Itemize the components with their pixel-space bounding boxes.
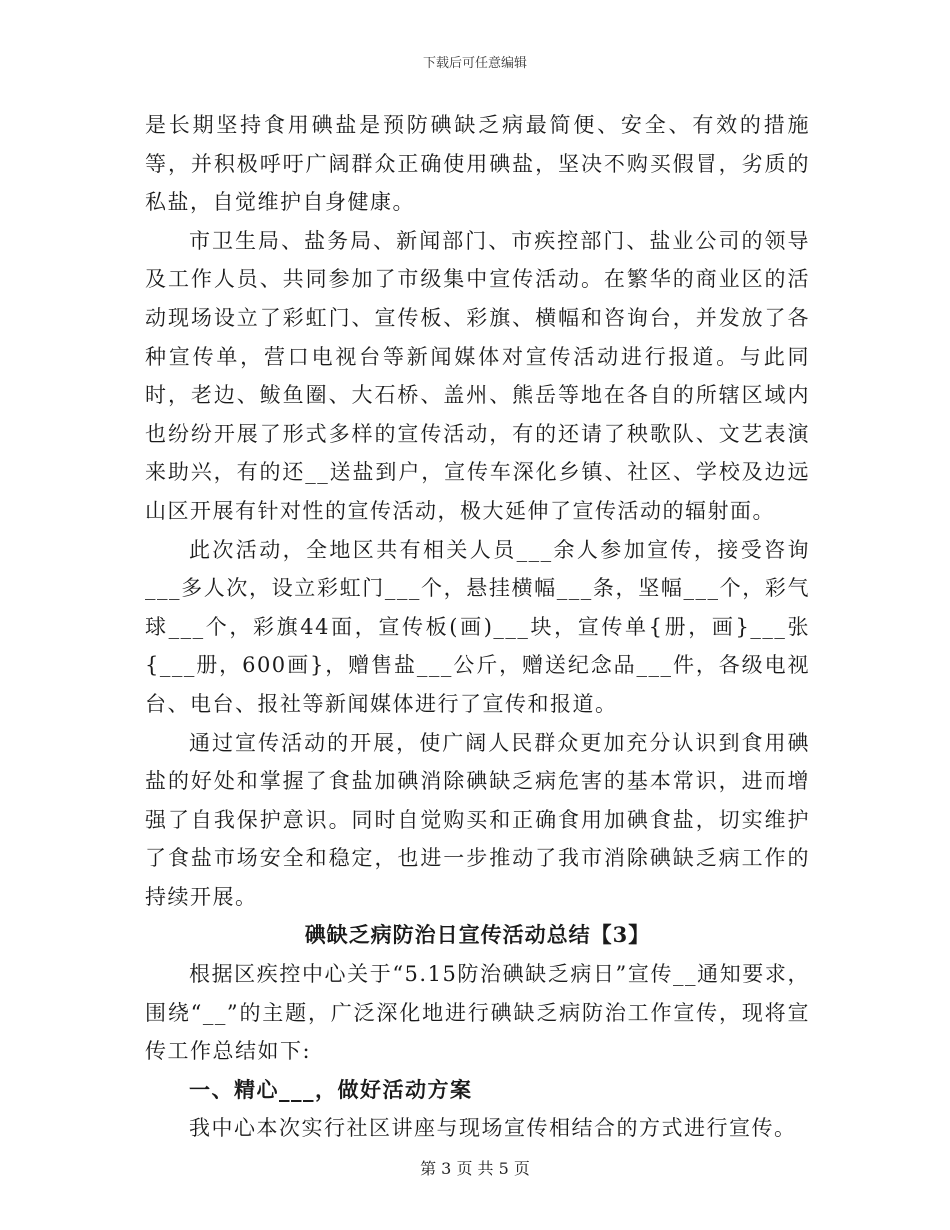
subheading: 一、精心___，做好活动方案 (189, 1076, 473, 1102)
paragraph-1: 是长期坚持食用碘盐是预防碘缺乏病最简便、安全、有效的措施等，并积极呼吁广阔群众正确使用碘盐，坚决不购买假冒，劣质的私盐，自觉维护自身健康。 (145, 113, 810, 215)
paragraph-4: 通过宣传活动的开展，使广阔人民群众更加充分认识到食用碘盐的好处和掌握了食盐加碘消除碘缺乏病危害的基本常识，进而增强了自我保护意识。同时自觉购买和正确食用加碘食盐，切实维护了食盐市场安全和稳定，也进一步推动了我市消除碘缺乏病工作的持续开展。 (145, 730, 810, 909)
paragraph-5: 根据区疾控中心关于“5.15防治碘缺乏病日”宣传__通知要求，围绕“__”的主题，广泛深化地进行碘缺乏病防治工作宣传，现将宣传工作总结如下: (145, 962, 810, 1064)
section-heading: 碘缺乏病防治日宣传活动总结【3】 (304, 922, 651, 948)
page-header: 下载后可任意编辑 (422, 56, 527, 71)
paragraph-2: 市卫生局、盐务局、新闻部门、市疾控部门、盐业公司的领导及工作人员、共同参加了市级集中宣传活动。在繁华的商业区的活动现场设立了彩虹门、宣传板、彩旗、横幅和咨询台，并发放了各种宣传单，营口电视台等新闻媒体对宣传活动进行报道。与此同时，老边、鲅鱼圈、大石桥、盖州、熊岳等地在各自的所辖区域内也纷纷开展了形式多样的宣传活动，有的还请了秧歌队、文艺表演来助兴，有的还__送盐到户，宣传车深化乡镇、社区、学校及边远山区开展有针对性的宣传活动，极大延伸了宣传活动的辐射面。 (145, 228, 810, 523)
page-number: 第 3 页 共 5 页 (420, 1159, 530, 1178)
paragraph-6: 我中心本次实行社区讲座与现场宣传相结合的方式进行宣传。 (189, 1116, 797, 1141)
paragraph-3: 此次活动，全地区共有相关人员___余人参加宣传，接受咨询___多人次，设立彩虹门___个，悬挂横幅___条，坚幅___个，彩气球___个，彩旗44面，宣传板(画)___块，宣传单{册，画}___张{___册，600画}，赠售盐___公斤，赠送纪念品___件，各级电视台、电台、报社等新闻媒体进行了宣传和报道。 (145, 537, 810, 716)
document-body (145, 106, 810, 1148)
